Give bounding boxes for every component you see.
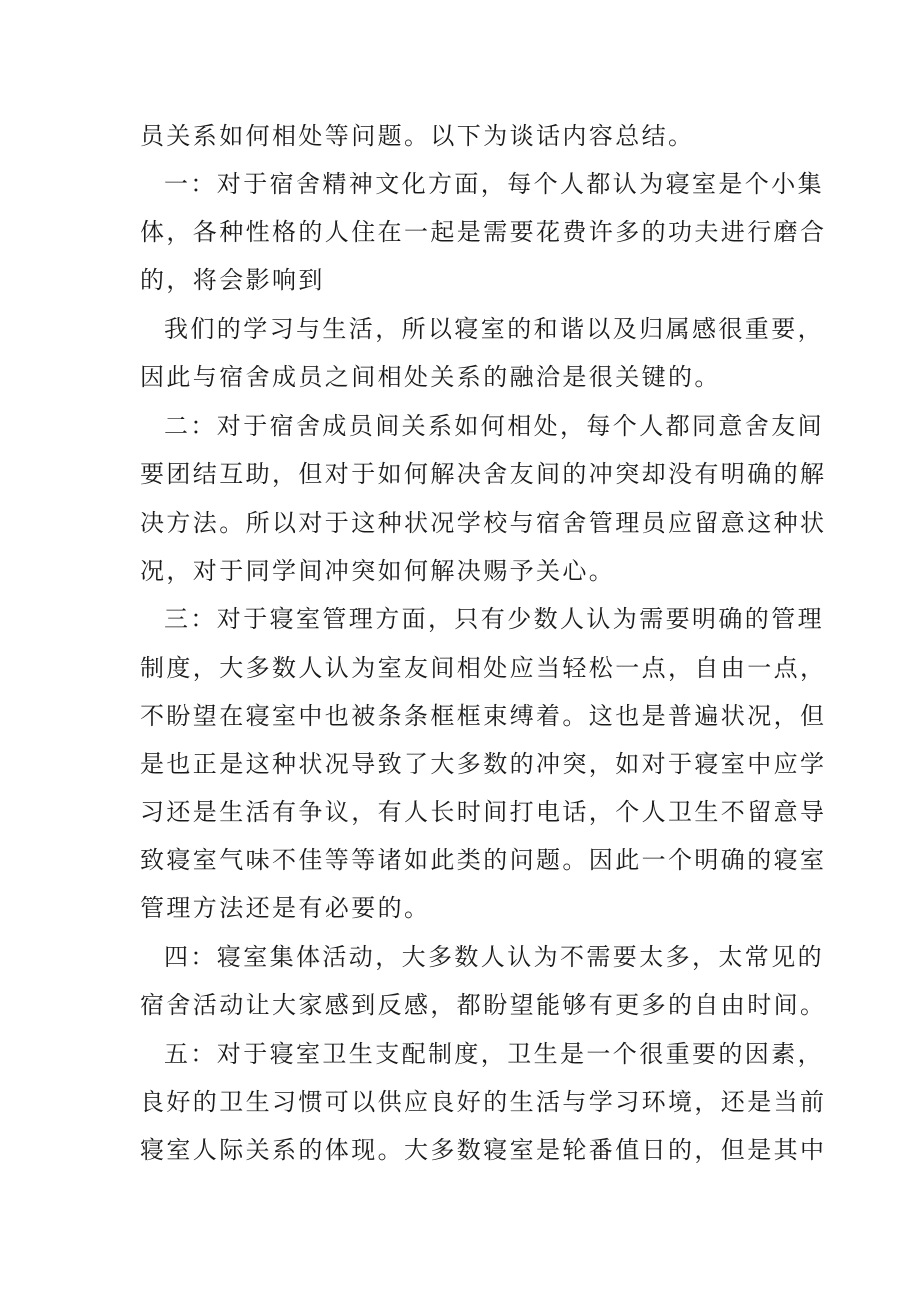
text-line: 是也正是这种状况导致了大多数的冲突，如对于寝室中应学: [140, 750, 827, 778]
text-line: 三：对于寝室管理方面，只有少数人认为需要明确的管理: [164, 605, 824, 633]
text-line: 要团结互助，但对于如何解决舍友间的冲突却没有明确的解: [140, 460, 827, 488]
text-line: 四：寝室集体活动，大多数人认为不需要太多，太常见的: [164, 943, 824, 971]
text-line: 一：对于宿舍精神文化方面，每个人都认为寝室是个小集: [164, 170, 824, 198]
text-line: 二：对于宿舍成员间关系如何相处，每个人都同意舍友间: [164, 412, 824, 440]
text-line: 管理方法还是有必要的。: [140, 894, 431, 922]
text-line: 员关系如何相处等问题。以下为谈话内容总结。: [140, 122, 695, 150]
text-line: 决方法。所以对于这种状况学校与宿舍管理员应留意这种状: [140, 509, 827, 537]
text-line: 宿舍活动让大家感到反感，都盼望能够有更多的自由时间。: [140, 991, 827, 1019]
text-line: 因此与宿舍成员之间相处关系的融洽是很关键的。: [140, 363, 721, 391]
text-line: 不盼望在寝室中也被条条框框束缚着。这也是普遍状况，但: [140, 702, 827, 730]
text-line: 五：对于寝室卫生支配制度，卫生是一个很重要的因素，: [164, 1040, 824, 1068]
text-line: 况，对于同学间冲突如何解决赐予关心。: [140, 557, 616, 585]
text-line: 制度，大多数人认为室友间相处应当轻松一点，自由一点，: [140, 654, 827, 682]
text-line: 良好的卫生习惯可以供应良好的生活与学习环境，还是当前: [140, 1088, 827, 1116]
text-line: 习还是生活有争议，有人长时间打电话，个人卫生不留意导: [140, 798, 827, 826]
text-line: 我们的学习与生活，所以寝室的和谐以及归属感很重要，: [164, 315, 824, 343]
text-line: 寝室人际关系的体现。大多数寝室是轮番值日的，但是其中: [140, 1136, 827, 1164]
text-line: 致寝室气味不佳等等诸如此类的问题。因此一个明确的寝室: [140, 846, 827, 874]
text-line: 的，将会影响到: [140, 266, 325, 294]
text-line: 体，各种性格的人住在一起是需要花费许多的功夫进行磨合: [140, 218, 827, 246]
